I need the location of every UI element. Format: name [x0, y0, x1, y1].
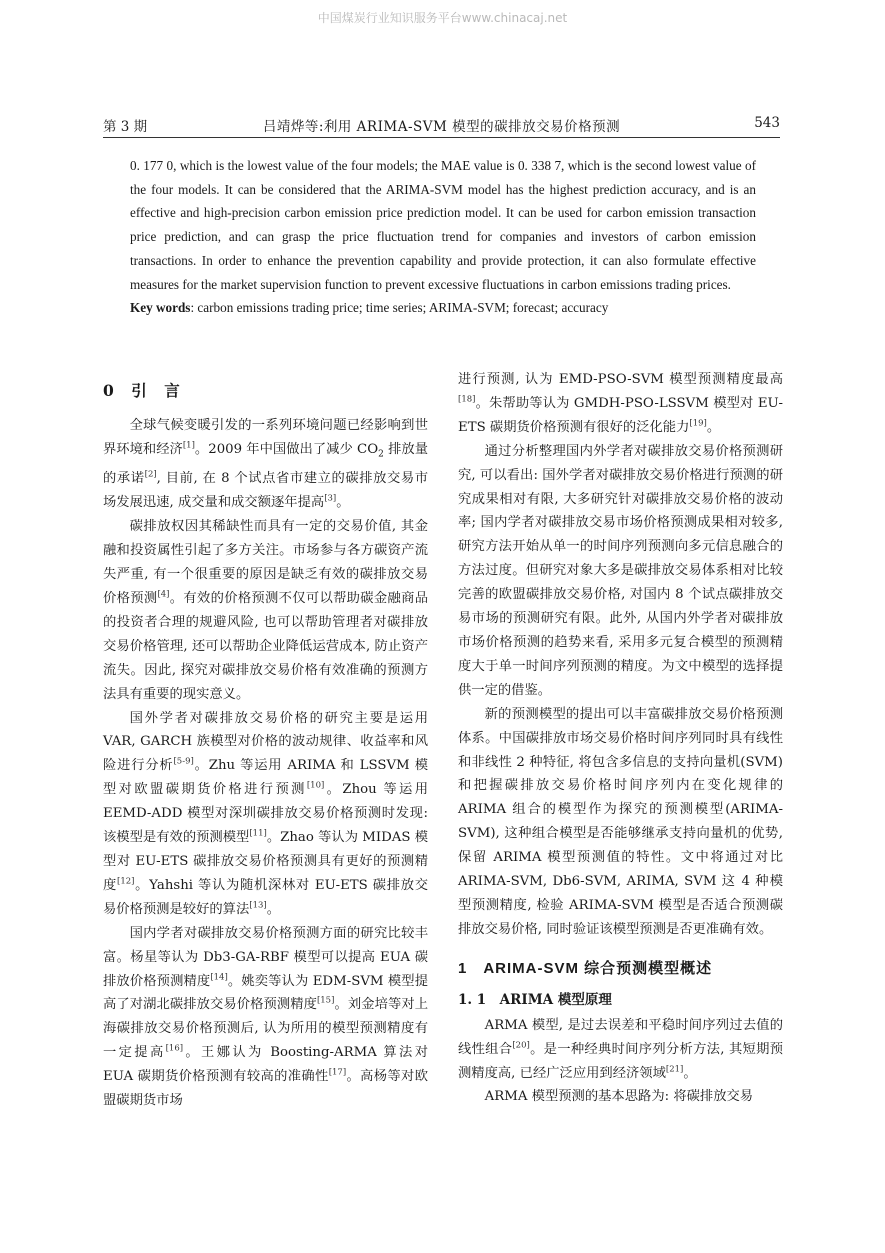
paragraph: 进行预测, 认为 EMD-PSO-SVM 模型预测精度最高[18]。朱帮助等认为 GMDH-PSO-LSSVM 模型对 EU-ETS 碳期货价格预测有很好的泛化能力[19]。 [458, 372, 783, 435]
citation: [21] [665, 1064, 684, 1075]
citation: [14] [210, 972, 228, 983]
citation: [5-9] [173, 756, 194, 767]
citation: [4] [157, 589, 170, 600]
paragraph: 通过分析整理国内外学者对碳排放交易价格预测研究, 可以看出: 国外学者对碳排放交易价格进行预测的研究成果相对有限, 大多研究针对碳排放交易价格的波动率; 国内学者对碳排放交易市场价格预测成果相对较多, 研究方法开始从单一的时间序列预测向多元信息融合的方法过度。但研究对象大多是碳排放交易体系相对比较完善的欧盟碳排放交易价格, 对国内 8 个试点碳排放交易市场的预测研究有限。此外, 从国内外学者对碳排放市场价格预测的趋势来看, 采用多元复合模型的预测精度大于单一时间序列预测的精度。为文中模型的选择提供一定的借鉴。 [458, 443, 783, 698]
citation: [11] [249, 828, 267, 839]
citation: [18] [458, 394, 476, 405]
citation: [16] [165, 1043, 184, 1054]
citation: [10] [306, 780, 325, 791]
section-1-heading: 1 ARIMA-SVM 综合预测模型概述 [458, 959, 713, 977]
citation: [12] [117, 876, 135, 887]
paragraph: ARMA 模型预测的基本思路为: 将碳排放交易 [484, 1089, 754, 1105]
citation: [17] [328, 1067, 347, 1078]
citation: [20] [512, 1040, 530, 1051]
article-title: 吕靖烨等:利用 ARIMA-SVM 模型的碳排放交易价格预测 [262, 119, 621, 135]
issue-number: 第 3 期 [103, 119, 148, 135]
paragraph: 新的预测模型的提出可以丰富碳排放交易价格预测体系。中国碳排放市场交易价格时间序列同时具有线性和非线性 2 种特征, 将包含多信息的支持向量机(SVM)和把握碳排放交易价格时间序列内在变化规律的 ARIMA 组合的模型作为探究的预测模型(ARIMA-SVM), 这种组合模型是否能够继承支持向量机的优势, 保留 ARIMA 模型预测值的特性。文中将通过对比 ARIMA-SVM, Db6-SVM, ARIMA, SVM 这 4 种模型预测精度, 检验 ARIMA-SVM 模型是否适合预测碳排放交易价格, 同时验证该模型预测是否更准确有效。 [458, 706, 783, 937]
subsection-1-1-heading: 1. 1 ARIMA 模型原理 [458, 991, 612, 1008]
citation: [1] [182, 440, 195, 451]
paragraph: 国内学者对碳排放交易价格预测方面的研究比较丰富。杨星等认为 Db3-GA-RBF 模型可以提高 EUA 碳排放价格预测精度[14]。姚奕等认为 EDM-SVM 模型提高了对湖北碳排放交易价格预测精度[15]。刘金培等对上海碳排放交易价格预测后, 认为所用的模型预测精度有一定提高[16]。王娜认为 Boosting-ARMA 算法对 EUA 碳期货价格预测有较高的准确性[17]。高杨等对欧盟碳期货市场 [103, 925, 429, 1109]
watermark: 中国煤炭行业知识服务平台www.chinacaj.net [317, 11, 568, 25]
paragraph: 碳排放权因其稀缺性而具有一定的交易价值, 其金融和投资属性引起了多方关注。市场参与各方碳资产流失严重, 有一个很重要的原因是缺乏有效的碳排放交易价格预测[4]。有效的价格预测不仅可以帮助碳金融商品的投资者合理的规避风险, 也可以帮助管理者对碳排放交易价格管理, 还可以帮助企业降低运营成本, 防止资产流失。因此, 探究对碳排放交易价格有效准确的预测方法具有重要的现实意义。 [103, 519, 429, 702]
keywords-list: : carbon emissions trading price; time series; ARIMA-SVM; forecast; accuracy [190, 300, 609, 316]
right-column [458, 368, 783, 1109]
running-head [103, 115, 780, 138]
paragraph: ARMA 模型, 是过去误差和平稳时间序列过去值的线性组合[20]。是一种经典时间序列分析方法, 其短期预测精度高, 已经广泛应用到经济领域[21]。 [458, 1017, 784, 1081]
citation: [15] [316, 995, 335, 1006]
citation: [13] [249, 900, 267, 911]
paragraph: 国外学者对碳排放交易价格的研究主要是运用 VAR, GARCH 族模型对价格的波动规律、收益率和风险进行分析[5-9]。Zhu 等运用 ARIMA 和 LSSVM 模型对欧盟碳期货价格进行预测[10]。Zhou 等运用 EEMD-ADD 模型对深圳碳排放交易价格预测时发现: 该模型是有效的预测模型[11]。Zhao 等认为 MIDAS 模型对 EU-ETS 碳排放交易价格预测具有更好的预测精度[12]。Yahshi 等认为随机深林对 EU-ETS 碳排放交易价格预测是较好的算法[13]。 [103, 710, 429, 917]
left-column [103, 368, 428, 1113]
abstract-text: 0. 177 0, which is the lowest value of the four models; the MAE value is 0. 338 7, which is the second lowest value of the four models. It can be considered that the ARIMA-SVM model has the highest prediction accuracy, and is an effective and high-precision carbon emission price prediction model. It can be used for carbon emission transaction price prediction, and can grasp the price fluctuation trend for companies and investors of carbon emission transactions. In order to enhance the prevention capability and provide protection, it can also formulate effective measures for the market supervision function to prevent excessive fluctuations in carbon emissions trading prices. [130, 158, 756, 292]
keywords [130, 296, 756, 320]
section-0-heading: 0 引 言 [103, 381, 181, 400]
paragraph: 全球气候变暖引发的一系列环境问题已经影响到世界环境和经济[1]。2009 年中国做出了减少 $CO_2$ 排放量的承诺[2], 目前, 在 8 个试点省市建立的碳排放交易市场发展迅速, 成交量和成交额逐年提高[3]。 [103, 418, 429, 511]
abstract [130, 154, 756, 320]
citation: [3] [324, 493, 337, 504]
citation: [19] [689, 418, 707, 429]
citation: [2] [144, 470, 157, 481]
page-number: 543 [754, 115, 780, 131]
keywords-label: Key words [130, 300, 191, 316]
